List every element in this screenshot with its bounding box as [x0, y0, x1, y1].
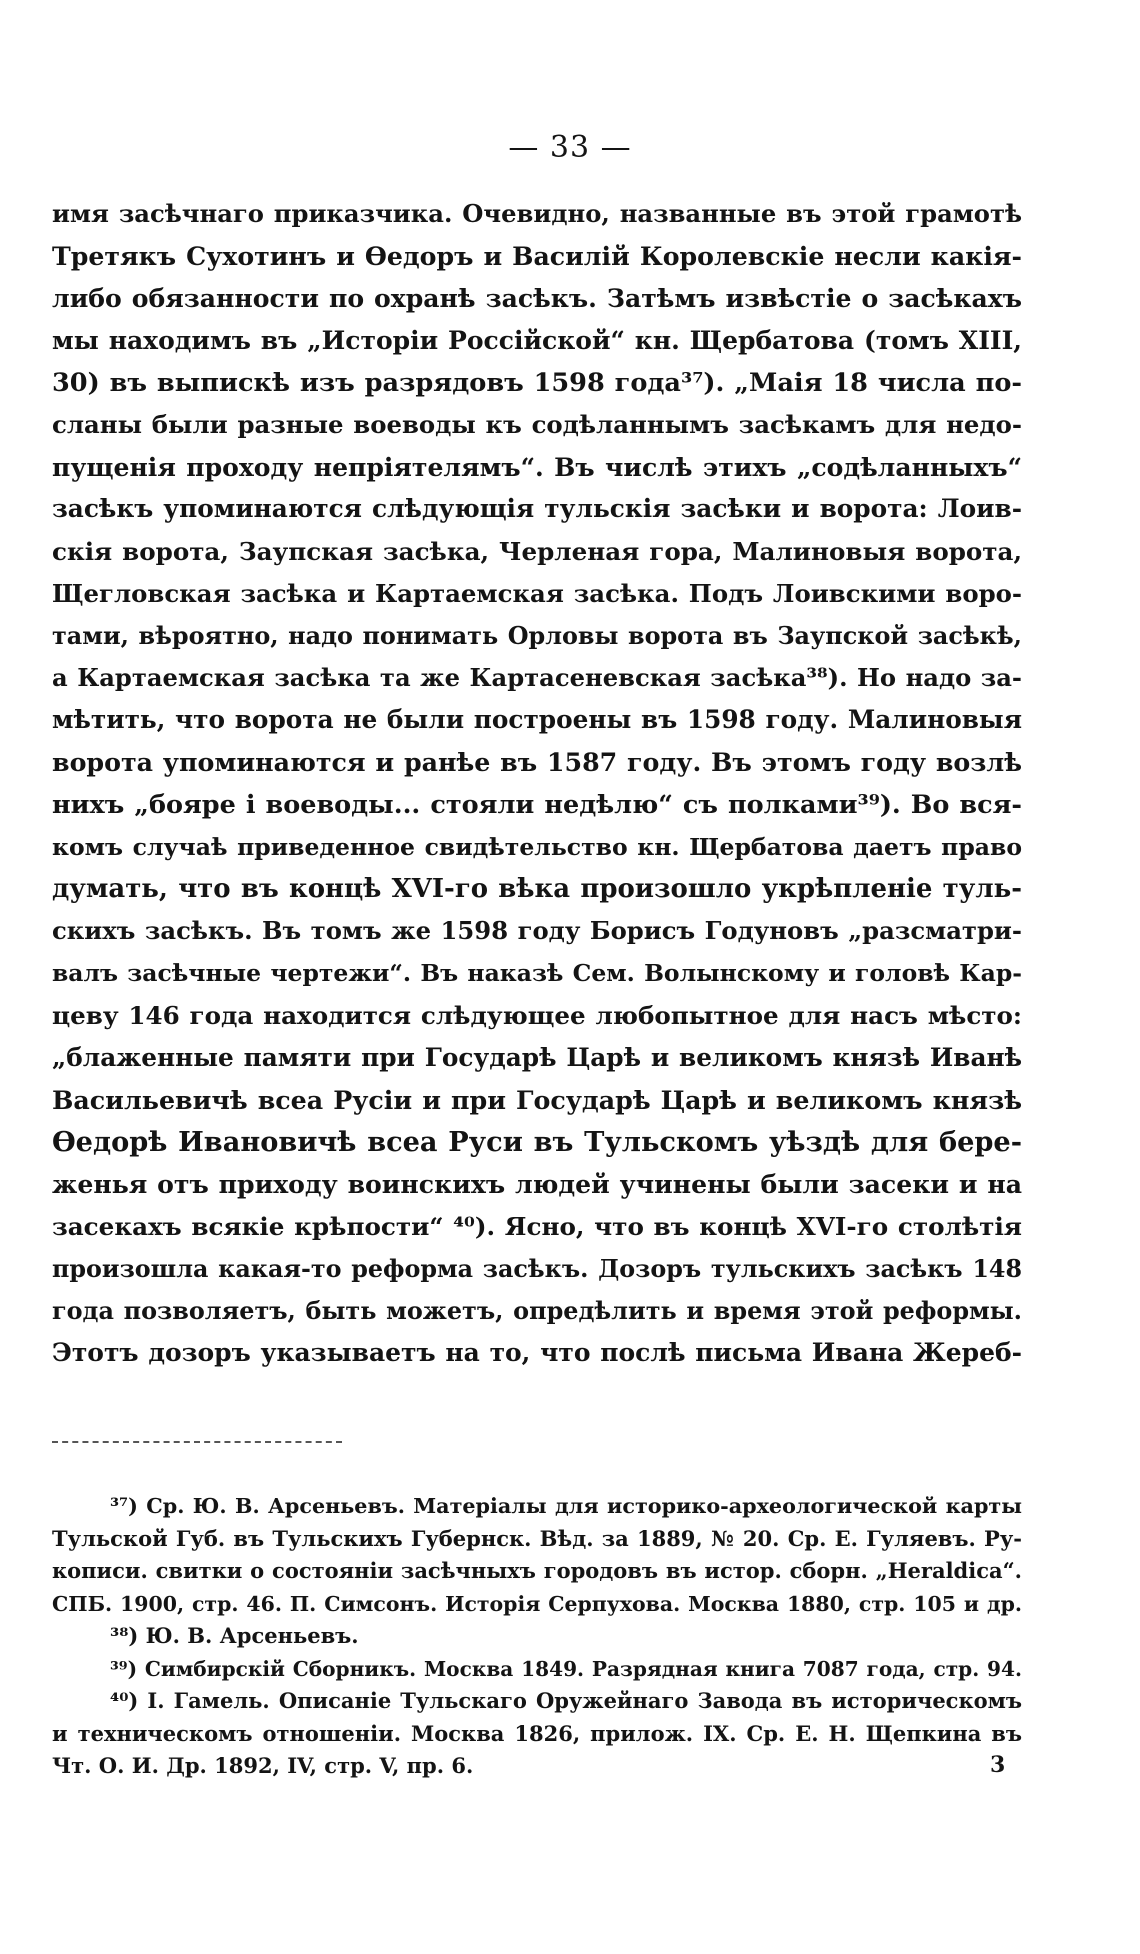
text-line: скихъ засѣкъ. Въ томъ же 1598 году Борисъ Годуновъ „разсматри- — [52, 916, 1022, 946]
text-line: засѣкъ упоминаются слѣдующія тульскія засѣки и ворота: Лоив- — [52, 494, 1022, 524]
text-line: 30) въ выпискѣ изъ разрядовъ 1598 года³⁷). „Маія 18 числа по- — [52, 367, 1022, 398]
page-number: — 33 — — [508, 130, 632, 165]
text-line: Этотъ дозоръ указываетъ на то, что послѣ письма Ивана Жереб- — [52, 1338, 1022, 1368]
text-line: комъ случаѣ приведенное свидѣтельство кн. Щербатова даетъ право — [52, 832, 1022, 861]
footnote-line: Тульской Губ. въ Тульскихъ Губернск. Вѣд. за 1889, № 20. Ср. Е. Гуляевъ. Ру- — [52, 1525, 1022, 1551]
text-line: мѣтить, что ворота не были построены въ 1598 году. Малиновыя — [52, 705, 1022, 735]
text-line: Щегловская засѣка и Картаемская засѣка. Подъ Лоивскими воро- — [52, 578, 1022, 608]
text-line: а Картаемская засѣка та же Картасеневская засѣка³⁸). Но надо за- — [52, 663, 1022, 693]
footnote-line: ³⁸) Ю. В. Арсеньевъ. — [110, 1623, 359, 1648]
text-line: скія ворота, Заупская засѣка, Черленая гора, Малиновыя ворота, — [52, 536, 1022, 566]
text-line: сланы были разные воеводы къ содѣланнымъ засѣкамъ для недо- — [52, 409, 1022, 439]
text-line: „блаженные памяти при Государѣ Царѣ и великомъ князѣ Иванѣ — [52, 1042, 1022, 1072]
text-line: ворота упоминаются и ранѣе въ 1587 году. Въ этомъ году возлѣ — [52, 747, 1022, 778]
footnote-line: кописи. свитки о состояніи засѣчныхъ городовъ въ истор. сборн. „Heraldica“. — [52, 1558, 1022, 1583]
text-line: года позволяетъ, быть можетъ, опредѣлить и время этой реформы. — [52, 1296, 1022, 1325]
text-line: произошла какая-то реформа засѣкъ. Дозоръ тульскихъ засѣкъ 148 — [52, 1254, 1022, 1283]
footnote-divider — [52, 1441, 342, 1443]
footnote-line: Чт. О. И. Др. 1892, IV, стр. V, пр. 6. — [52, 1753, 474, 1778]
text-line: засекахъ всякіе крѣпости“ ⁴⁰). Ясно, что въ концѣ XVI-го столѣтія — [52, 1211, 1022, 1241]
text-line: нихъ „бояре і воеводы... стояли недѣлю“ съ полками³⁹). Во вся- — [52, 789, 1022, 820]
text-line: Ѳедорѣ Ивановичѣ всеа Руси въ Тульскомъ уѣздѣ для бере- — [52, 1126, 1022, 1159]
text-line: либо обязанности по охранѣ засѣкъ. Затѣмъ извѣстіе о засѣкахъ — [52, 283, 1022, 314]
text-line: тами, вѣроятно, надо понимать Орловы ворота въ Заупской засѣкѣ, — [52, 621, 1022, 650]
text-line: валъ засѣчные чертежи“. Въ наказѣ Сем. Волынскому и головѣ Кар- — [52, 959, 1022, 988]
text-line: Третякъ Сухотинъ и Ѳедоръ и Василій Королевскіе несли какія- — [52, 241, 1022, 272]
footnote-line: ⁴⁰) I. Гамель. Описаніе Тульскаго Оружейнаго Завода въ историческомъ — [110, 1688, 1022, 1713]
text-line: Васильевичѣ всеа Русіи и при Государѣ Царѣ и великомъ князѣ — [52, 1084, 1022, 1115]
body-text — [52, 193, 1022, 1374]
text-line: думать, что въ концѣ XVI-го вѣка произошло укрѣпленіе туль- — [52, 874, 1022, 904]
footnotes — [52, 1490, 1022, 1783]
text-line: цеву 146 года находится слѣдующее любопытное для насъ мѣсто: — [52, 1000, 1022, 1030]
text-line: имя засѣчнаго приказчика. Очевидно, названные въ этой грамотѣ — [52, 199, 1022, 228]
footnote-line: и техническомъ отношеніи. Москва 1826, прилож. IX. Ср. Е. Н. Щепкина въ — [52, 1720, 1022, 1746]
footnote-line: СПБ. 1900, стр. 46. П. Симсонъ. Исторія Серпухова. Москва 1880, стр. 105 и др. — [52, 1591, 1022, 1616]
text-line: пущенія проходу непріятелямъ“. Въ числѣ этихъ „содѣланныхъ“ — [52, 452, 1022, 483]
text-line: мы находимъ въ „Исторіи Россійской“ кн. Щербатова (томъ XIII, — [52, 325, 1022, 355]
signature-mark: 3 — [990, 1752, 1006, 1778]
footnote-line: ³⁹) Симбирскій Сборникъ. Москва 1849. Разрядная книга 7087 года, стр. 94. — [110, 1656, 1022, 1681]
text-line: женья отъ приходу воинскихъ людей учинены были засеки и на — [52, 1169, 1022, 1200]
footnote-line: ³⁷) Ср. Ю. В. Арсеньевъ. Матеріалы для историко-археологической карты — [110, 1494, 1022, 1518]
